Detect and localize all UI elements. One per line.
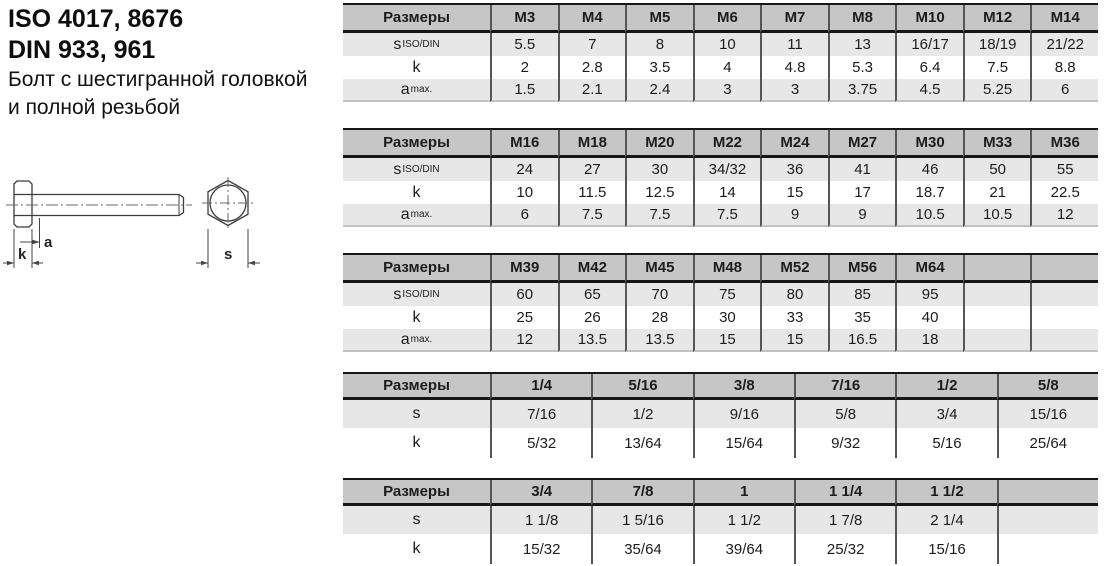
din-standard-title: DIN 933, 961 bbox=[8, 36, 156, 64]
value-cell: 65 bbox=[558, 283, 626, 306]
column-header: M6 bbox=[693, 5, 761, 33]
value-cell: 6.4 bbox=[895, 56, 963, 79]
value-cell: 18/19 bbox=[963, 33, 1031, 56]
value-cell: 15/16 bbox=[997, 400, 1098, 428]
column-header: Размеры bbox=[343, 130, 490, 158]
column-header: M56 bbox=[828, 255, 896, 283]
value-cell: 1 7/8 bbox=[794, 506, 895, 534]
value-cell: 11.5 bbox=[558, 181, 626, 204]
size-table-m16-m36 bbox=[343, 128, 1098, 227]
value-cell: 5.5 bbox=[490, 33, 558, 56]
size-table-m3-m14 bbox=[343, 3, 1098, 102]
column-header: M36 bbox=[1030, 130, 1098, 158]
value-cell: 3.75 bbox=[828, 79, 896, 102]
row-label: a max. bbox=[343, 329, 490, 352]
column-header: M42 bbox=[558, 255, 626, 283]
value-cell bbox=[997, 506, 1098, 534]
product-description-line-2: и полной резьбой bbox=[8, 96, 181, 119]
value-cell: 35/64 bbox=[591, 534, 692, 564]
value-cell: 5/32 bbox=[490, 428, 591, 458]
value-cell: 15 bbox=[760, 181, 828, 204]
value-cell: 2 1/4 bbox=[895, 506, 996, 534]
hex-centerlines bbox=[202, 177, 254, 229]
value-cell: 24 bbox=[490, 158, 558, 181]
column-header: 7/16 bbox=[794, 374, 895, 400]
column-header: M22 bbox=[693, 130, 761, 158]
product-description-line-1: Болт с шестигранной головкой bbox=[8, 68, 308, 91]
value-cell: 25 bbox=[490, 306, 558, 329]
value-cell: 30 bbox=[625, 158, 693, 181]
value-cell: 14 bbox=[693, 181, 761, 204]
value-cell: 39/64 bbox=[693, 534, 794, 564]
value-cell: 7 bbox=[558, 33, 626, 56]
value-cell: 7.5 bbox=[625, 204, 693, 227]
value-cell: 7/16 bbox=[490, 400, 591, 428]
value-cell: 85 bbox=[828, 283, 896, 306]
row-label: s ISO/DIN bbox=[343, 283, 490, 306]
value-cell: 10.5 bbox=[895, 204, 963, 227]
value-cell: 6 bbox=[490, 204, 558, 227]
column-header: Размеры bbox=[343, 255, 490, 283]
value-cell: 13.5 bbox=[625, 329, 693, 352]
value-cell: 26 bbox=[558, 306, 626, 329]
column-header: 3/8 bbox=[693, 374, 794, 400]
value-cell: 3/4 bbox=[895, 400, 996, 428]
value-cell: 41 bbox=[828, 158, 896, 181]
value-cell: 5.3 bbox=[828, 56, 896, 79]
column-header: 7/8 bbox=[591, 480, 692, 506]
value-cell: 2.1 bbox=[558, 79, 626, 102]
value-cell: 18.7 bbox=[895, 181, 963, 204]
column-header: M48 bbox=[693, 255, 761, 283]
row-label: k bbox=[343, 428, 490, 458]
row-label: k bbox=[343, 181, 490, 204]
value-cell: 15/64 bbox=[693, 428, 794, 458]
dimension-a-label: a bbox=[44, 234, 53, 251]
value-cell bbox=[963, 283, 1031, 306]
row-label: s ISO/DIN bbox=[343, 33, 490, 56]
value-cell: 4 bbox=[693, 56, 761, 79]
column-header: 1/2 bbox=[895, 374, 996, 400]
value-cell: 15/16 bbox=[895, 534, 996, 564]
value-cell bbox=[997, 534, 1098, 564]
value-cell bbox=[963, 329, 1031, 352]
value-cell: 21 bbox=[963, 181, 1031, 204]
bolt-technical-drawing bbox=[0, 170, 290, 340]
value-cell: 10.5 bbox=[963, 204, 1031, 227]
row-label: k bbox=[343, 534, 490, 564]
value-cell bbox=[1030, 329, 1098, 352]
value-cell bbox=[963, 306, 1031, 329]
column-header: 1 1/2 bbox=[895, 480, 996, 506]
value-cell: 13.5 bbox=[558, 329, 626, 352]
column-header: M39 bbox=[490, 255, 558, 283]
value-cell: 28 bbox=[625, 306, 693, 329]
value-cell: 12.5 bbox=[625, 181, 693, 204]
value-cell: 5/8 bbox=[794, 400, 895, 428]
column-header: 1 1/4 bbox=[794, 480, 895, 506]
value-cell: 30 bbox=[693, 306, 761, 329]
value-cell: 70 bbox=[625, 283, 693, 306]
column-header: M12 bbox=[963, 5, 1031, 33]
value-cell: 10 bbox=[693, 33, 761, 56]
value-cell: 10 bbox=[490, 181, 558, 204]
column-header: 3/4 bbox=[490, 480, 591, 506]
value-cell: 25/64 bbox=[997, 428, 1098, 458]
value-cell: 12 bbox=[490, 329, 558, 352]
value-cell: 1/2 bbox=[591, 400, 692, 428]
iso-standard-title: ISO 4017, 8676 bbox=[8, 5, 184, 33]
value-cell: 46 bbox=[895, 158, 963, 181]
column-header: M64 bbox=[895, 255, 963, 283]
value-cell: 1 1/8 bbox=[490, 506, 591, 534]
value-cell: 4.8 bbox=[760, 56, 828, 79]
column-header: M18 bbox=[558, 130, 626, 158]
value-cell: 8 bbox=[625, 33, 693, 56]
value-cell: 25/32 bbox=[794, 534, 895, 564]
column-header: M24 bbox=[760, 130, 828, 158]
value-cell: 9/16 bbox=[693, 400, 794, 428]
size-table-inch-small bbox=[343, 372, 1098, 458]
value-cell: 36 bbox=[760, 158, 828, 181]
value-cell: 21/22 bbox=[1030, 33, 1098, 56]
column-header: Размеры bbox=[343, 480, 490, 506]
column-header: M16 bbox=[490, 130, 558, 158]
column-header: M3 bbox=[490, 5, 558, 33]
column-header: M5 bbox=[625, 5, 693, 33]
column-header bbox=[1030, 255, 1098, 283]
value-cell: 95 bbox=[895, 283, 963, 306]
column-header: M45 bbox=[625, 255, 693, 283]
value-cell: 2 bbox=[490, 56, 558, 79]
value-cell: 9 bbox=[828, 204, 896, 227]
column-header: Размеры bbox=[343, 374, 490, 400]
column-header bbox=[963, 255, 1031, 283]
value-cell: 2.4 bbox=[625, 79, 693, 102]
value-cell: 6 bbox=[1030, 79, 1098, 102]
value-cell: 40 bbox=[895, 306, 963, 329]
row-label: k bbox=[343, 56, 490, 79]
size-table-inch-large bbox=[343, 478, 1098, 564]
row-label: a max. bbox=[343, 79, 490, 102]
row-label: s bbox=[343, 400, 490, 428]
value-cell: 3.5 bbox=[625, 56, 693, 79]
value-cell: 80 bbox=[760, 283, 828, 306]
row-label: k bbox=[343, 306, 490, 329]
value-cell: 1 5/16 bbox=[591, 506, 692, 534]
value-cell: 5.25 bbox=[963, 79, 1031, 102]
value-cell: 5/16 bbox=[895, 428, 996, 458]
column-header: 1 bbox=[693, 480, 794, 506]
value-cell: 27 bbox=[558, 158, 626, 181]
column-header: M4 bbox=[558, 5, 626, 33]
row-label: s bbox=[343, 506, 490, 534]
value-cell: 7.5 bbox=[558, 204, 626, 227]
dimension-k-label: k bbox=[18, 246, 27, 263]
value-cell: 3 bbox=[693, 79, 761, 102]
value-cell bbox=[1030, 306, 1098, 329]
value-cell bbox=[1030, 283, 1098, 306]
value-cell: 16.5 bbox=[828, 329, 896, 352]
value-cell: 2.8 bbox=[558, 56, 626, 79]
value-cell: 35 bbox=[828, 306, 896, 329]
value-cell: 15/32 bbox=[490, 534, 591, 564]
value-cell: 8.8 bbox=[1030, 56, 1098, 79]
column-header: 1/4 bbox=[490, 374, 591, 400]
value-cell: 11 bbox=[760, 33, 828, 56]
value-cell: 1.5 bbox=[490, 79, 558, 102]
column-header: 5/16 bbox=[591, 374, 692, 400]
column-header bbox=[997, 480, 1098, 506]
value-cell: 7.5 bbox=[963, 56, 1031, 79]
column-header: M7 bbox=[760, 5, 828, 33]
value-cell: 12 bbox=[1030, 204, 1098, 227]
column-header: M27 bbox=[828, 130, 896, 158]
title-block bbox=[8, 4, 307, 122]
value-cell: 55 bbox=[1030, 158, 1098, 181]
row-label: s ISO/DIN bbox=[343, 158, 490, 181]
column-header: M10 bbox=[895, 5, 963, 33]
value-cell: 75 bbox=[693, 283, 761, 306]
value-cell: 9 bbox=[760, 204, 828, 227]
dimension-s-label: s bbox=[224, 246, 233, 263]
value-cell: 16/17 bbox=[895, 33, 963, 56]
row-label: a max. bbox=[343, 204, 490, 227]
value-cell: 17 bbox=[828, 181, 896, 204]
value-cell: 9/32 bbox=[794, 428, 895, 458]
value-cell: 7.5 bbox=[693, 204, 761, 227]
size-table-m39-m64 bbox=[343, 253, 1098, 352]
value-cell: 1 1/2 bbox=[693, 506, 794, 534]
value-cell: 22.5 bbox=[1030, 181, 1098, 204]
column-header: Размеры bbox=[343, 5, 490, 33]
value-cell: 50 bbox=[963, 158, 1031, 181]
value-cell: 60 bbox=[490, 283, 558, 306]
value-cell: 34/32 bbox=[693, 158, 761, 181]
column-header: M52 bbox=[760, 255, 828, 283]
column-header: M20 bbox=[625, 130, 693, 158]
value-cell: 13/64 bbox=[591, 428, 692, 458]
value-cell: 15 bbox=[693, 329, 761, 352]
column-header: M14 bbox=[1030, 5, 1098, 33]
value-cell: 18 bbox=[895, 329, 963, 352]
value-cell: 15 bbox=[760, 329, 828, 352]
column-header: M8 bbox=[828, 5, 896, 33]
value-cell: 4.5 bbox=[895, 79, 963, 102]
column-header: M30 bbox=[895, 130, 963, 158]
column-header: M33 bbox=[963, 130, 1031, 158]
value-cell: 13 bbox=[828, 33, 896, 56]
column-header: 5/8 bbox=[997, 374, 1098, 400]
value-cell: 3 bbox=[760, 79, 828, 102]
value-cell: 33 bbox=[760, 306, 828, 329]
